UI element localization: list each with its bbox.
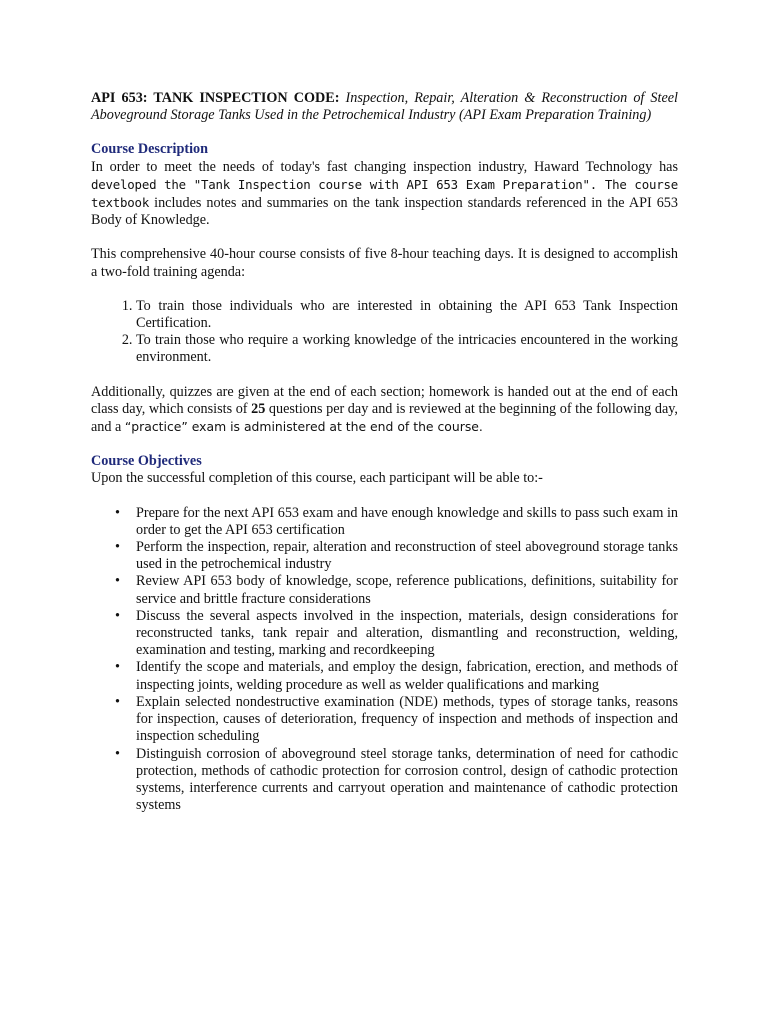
objective-item	[115, 745, 678, 815]
objective-item	[115, 504, 678, 539]
objective-item	[115, 539, 678, 573]
agenda-item: 2. To train those who require a working knowledge of the intricacies encountered in the working environment.	[136, 332, 678, 366]
bullet-icon: •	[115, 573, 120, 590]
course-description-heading: Course Description	[91, 141, 209, 158]
description-line-c: includes notes and summaries on the tank inspection standards referenced in the API 653 Body of Knowledge.	[91, 195, 678, 229]
description-paragraph-3	[91, 384, 678, 437]
description-paragraph-1	[91, 159, 678, 230]
objective-item	[115, 573, 678, 607]
document-title	[91, 90, 678, 124]
objective-text: Explain selected nondestructive examination (NDE) methods, types of storage tanks, reasons for inspection, causes of deterioration, frequency of inspection and methods of inspection and inspection scheduling	[136, 693, 678, 745]
objective-item	[115, 659, 678, 693]
bullet-icon: •	[115, 539, 120, 556]
agenda-item: 1. To train those individuals who are interested in obtaining the API 653 Tank Inspection Certification.	[136, 298, 678, 332]
objective-item	[115, 607, 678, 660]
questions-count: 25	[251, 400, 266, 417]
bullet-icon: •	[115, 607, 120, 624]
agenda-list	[91, 298, 678, 367]
title-subtitle: Inspection, Repair, Alteration & Reconstruction of Steel Aboveground Storage Tanks Used in the Petrochemical Industry (API Exam Preparation Training)	[91, 90, 679, 124]
objective-text: Identify the scope and materials, and employ the design, fabrication, erection, and methods of inspecting joints, welding procedure as well as welder qualifications and marking	[136, 659, 678, 693]
objectives-list	[91, 505, 678, 815]
paragraph-3-part-b: questions per day and is reviewed at the beginning of the following day, and a	[91, 400, 678, 436]
objective-text: Perform the inspection, repair, alteration and reconstruction of steel aboveground storage tanks used in the petrochemical industry	[136, 539, 678, 573]
description-line-b: developed the "Tank Inspection course with API 653 Exam Preparation". The course textbook	[91, 176, 678, 211]
bullet-icon: •	[115, 745, 120, 762]
bullet-icon: •	[115, 693, 120, 710]
objective-text: Prepare for the next API 653 exam and have enough knowledge and skills to pass such exam in order to get the API 653 certification	[136, 504, 678, 538]
objective-text: Discuss the several aspects involved in the inspection, materials, design considerations for reconstructed tanks, tank repair and alteration, dismantling and reconstruction, welding, examination and testing, marking and recordkeeping	[136, 607, 678, 659]
paragraph-3-part-a: Additionally, quizzes are given at the end of each section; homework is handed out at the end of each class day, which consists of	[91, 383, 678, 417]
title-code: API 653: TANK INSPECTION CODE:	[91, 90, 340, 106]
bullet-icon: •	[115, 504, 120, 521]
document-page	[91, 90, 678, 814]
objective-item	[115, 693, 678, 746]
description-line-a: In order to meet the needs of today's fast changing inspection industry, Haward Technology has	[91, 158, 678, 175]
objective-text: Distinguish corrosion of aboveground steel storage tanks, determination of need for cathodic protection, methods of cathodic protection for corrosion control, design of cathodic protection systems, interference currents and carryout operation and maintenance of cathodic protection systems	[136, 745, 678, 814]
course-objectives-heading: Course Objectives	[91, 453, 202, 470]
bullet-icon: •	[115, 659, 120, 676]
paragraph-3-part-c: “practice” exam is administered at the end of the course.	[124, 419, 483, 435]
objectives-intro: Upon the successful completion of this course, each participant will be able to:-	[91, 470, 543, 487]
description-paragraph-2: This comprehensive 40-hour course consists of five 8-hour teaching days. It is designed to accomplish a two-fold training agenda:	[91, 246, 678, 280]
objective-text: Review API 653 body of knowledge, scope, reference publications, definitions, suitability for service and brittle fracture considerations	[136, 573, 678, 607]
